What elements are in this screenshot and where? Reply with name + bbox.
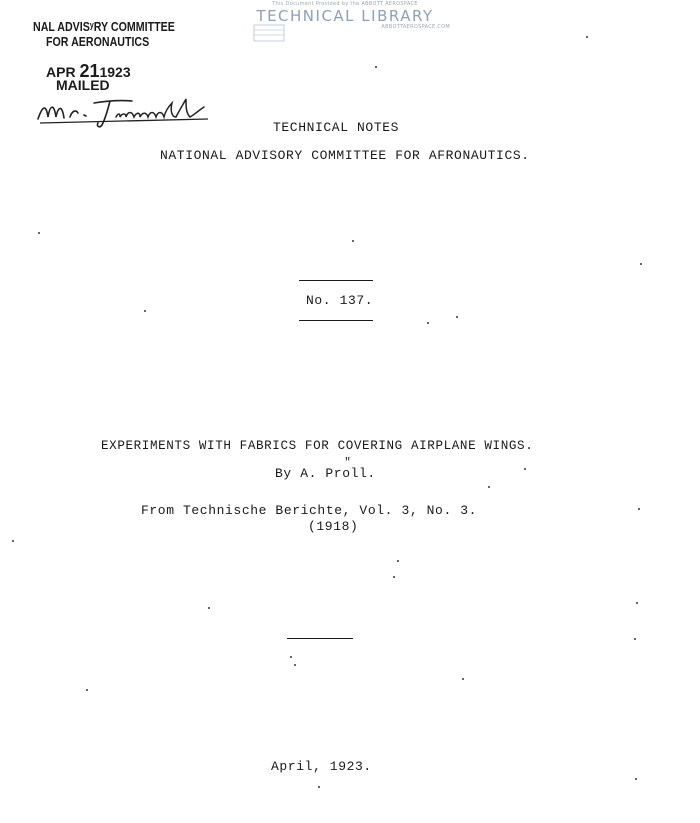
- author-prefix: By A. Pr: [275, 466, 343, 481]
- scan-speck: [208, 607, 210, 609]
- watermark-top-line: This Document Provided by the ABBOTT AEROSPACE: [272, 1, 418, 7]
- technical-notes-heading: TECHNICAL NOTES: [273, 120, 400, 135]
- author-umlaut-letter: " o: [342, 457, 352, 481]
- rule-above-number: [299, 280, 373, 281]
- umlaut-mark: ": [344, 457, 352, 469]
- stamp-month: APR: [46, 64, 76, 80]
- scan-speck: [462, 678, 464, 680]
- scan-speck: [86, 689, 88, 691]
- separator-rule: [287, 638, 353, 639]
- scan-speck: [427, 322, 429, 324]
- scan-speck: [635, 778, 637, 780]
- scan-speck: [586, 36, 588, 38]
- stamp-committee-line2: FOR AERONAUTICS: [46, 34, 150, 49]
- scan-speck: [393, 576, 395, 578]
- scan-speck: [640, 263, 642, 265]
- scan-speck: [294, 664, 296, 666]
- rule-below-number: [299, 320, 373, 321]
- stamp-status: MAILED: [56, 77, 110, 93]
- scan-speck: [144, 310, 146, 312]
- scan-speck: [12, 540, 14, 542]
- scan-speck: [634, 638, 636, 640]
- document-title: EXPERIMENTS WITH FABRICS FOR COVERING AIRPLANE WINGS.: [101, 439, 534, 453]
- scan-speck: [375, 66, 377, 68]
- scan-speck: [352, 240, 354, 242]
- scan-speck: [397, 560, 399, 562]
- stamp-year: 1923: [99, 64, 131, 80]
- document-date: April, 1923.: [271, 759, 372, 774]
- scan-speck: [638, 508, 640, 510]
- scan-speck: [456, 316, 458, 318]
- author-line: [275, 457, 376, 481]
- signature-image: [36, 95, 211, 131]
- stamp-day: 21: [79, 61, 100, 81]
- stamp-committee-line1: NAL ADVISʸRY COMMITTEE: [33, 19, 175, 34]
- scan-speck: [290, 656, 292, 658]
- author-suffix: ll.: [350, 466, 376, 481]
- scan-speck: [636, 602, 638, 604]
- watermark-url: ABBOTTAEROSPACE.COM: [381, 24, 450, 30]
- watermark-logo-icon: [252, 22, 286, 44]
- committee-heading: NATIONAL ADVISORY COMMITTEE FOR AFRONAUTICS.: [160, 148, 530, 163]
- watermark-title: TECHNICAL LIBRARY: [256, 7, 434, 25]
- source-year: (1918): [308, 519, 359, 534]
- scan-speck: [38, 232, 40, 234]
- scan-speck: [524, 468, 526, 470]
- source-line: From Technische Berichte, Vol. 3, No. 3.: [141, 503, 478, 518]
- note-number: No. 137.: [306, 293, 374, 308]
- scan-speck: [318, 786, 320, 788]
- scan-speck: [488, 486, 490, 488]
